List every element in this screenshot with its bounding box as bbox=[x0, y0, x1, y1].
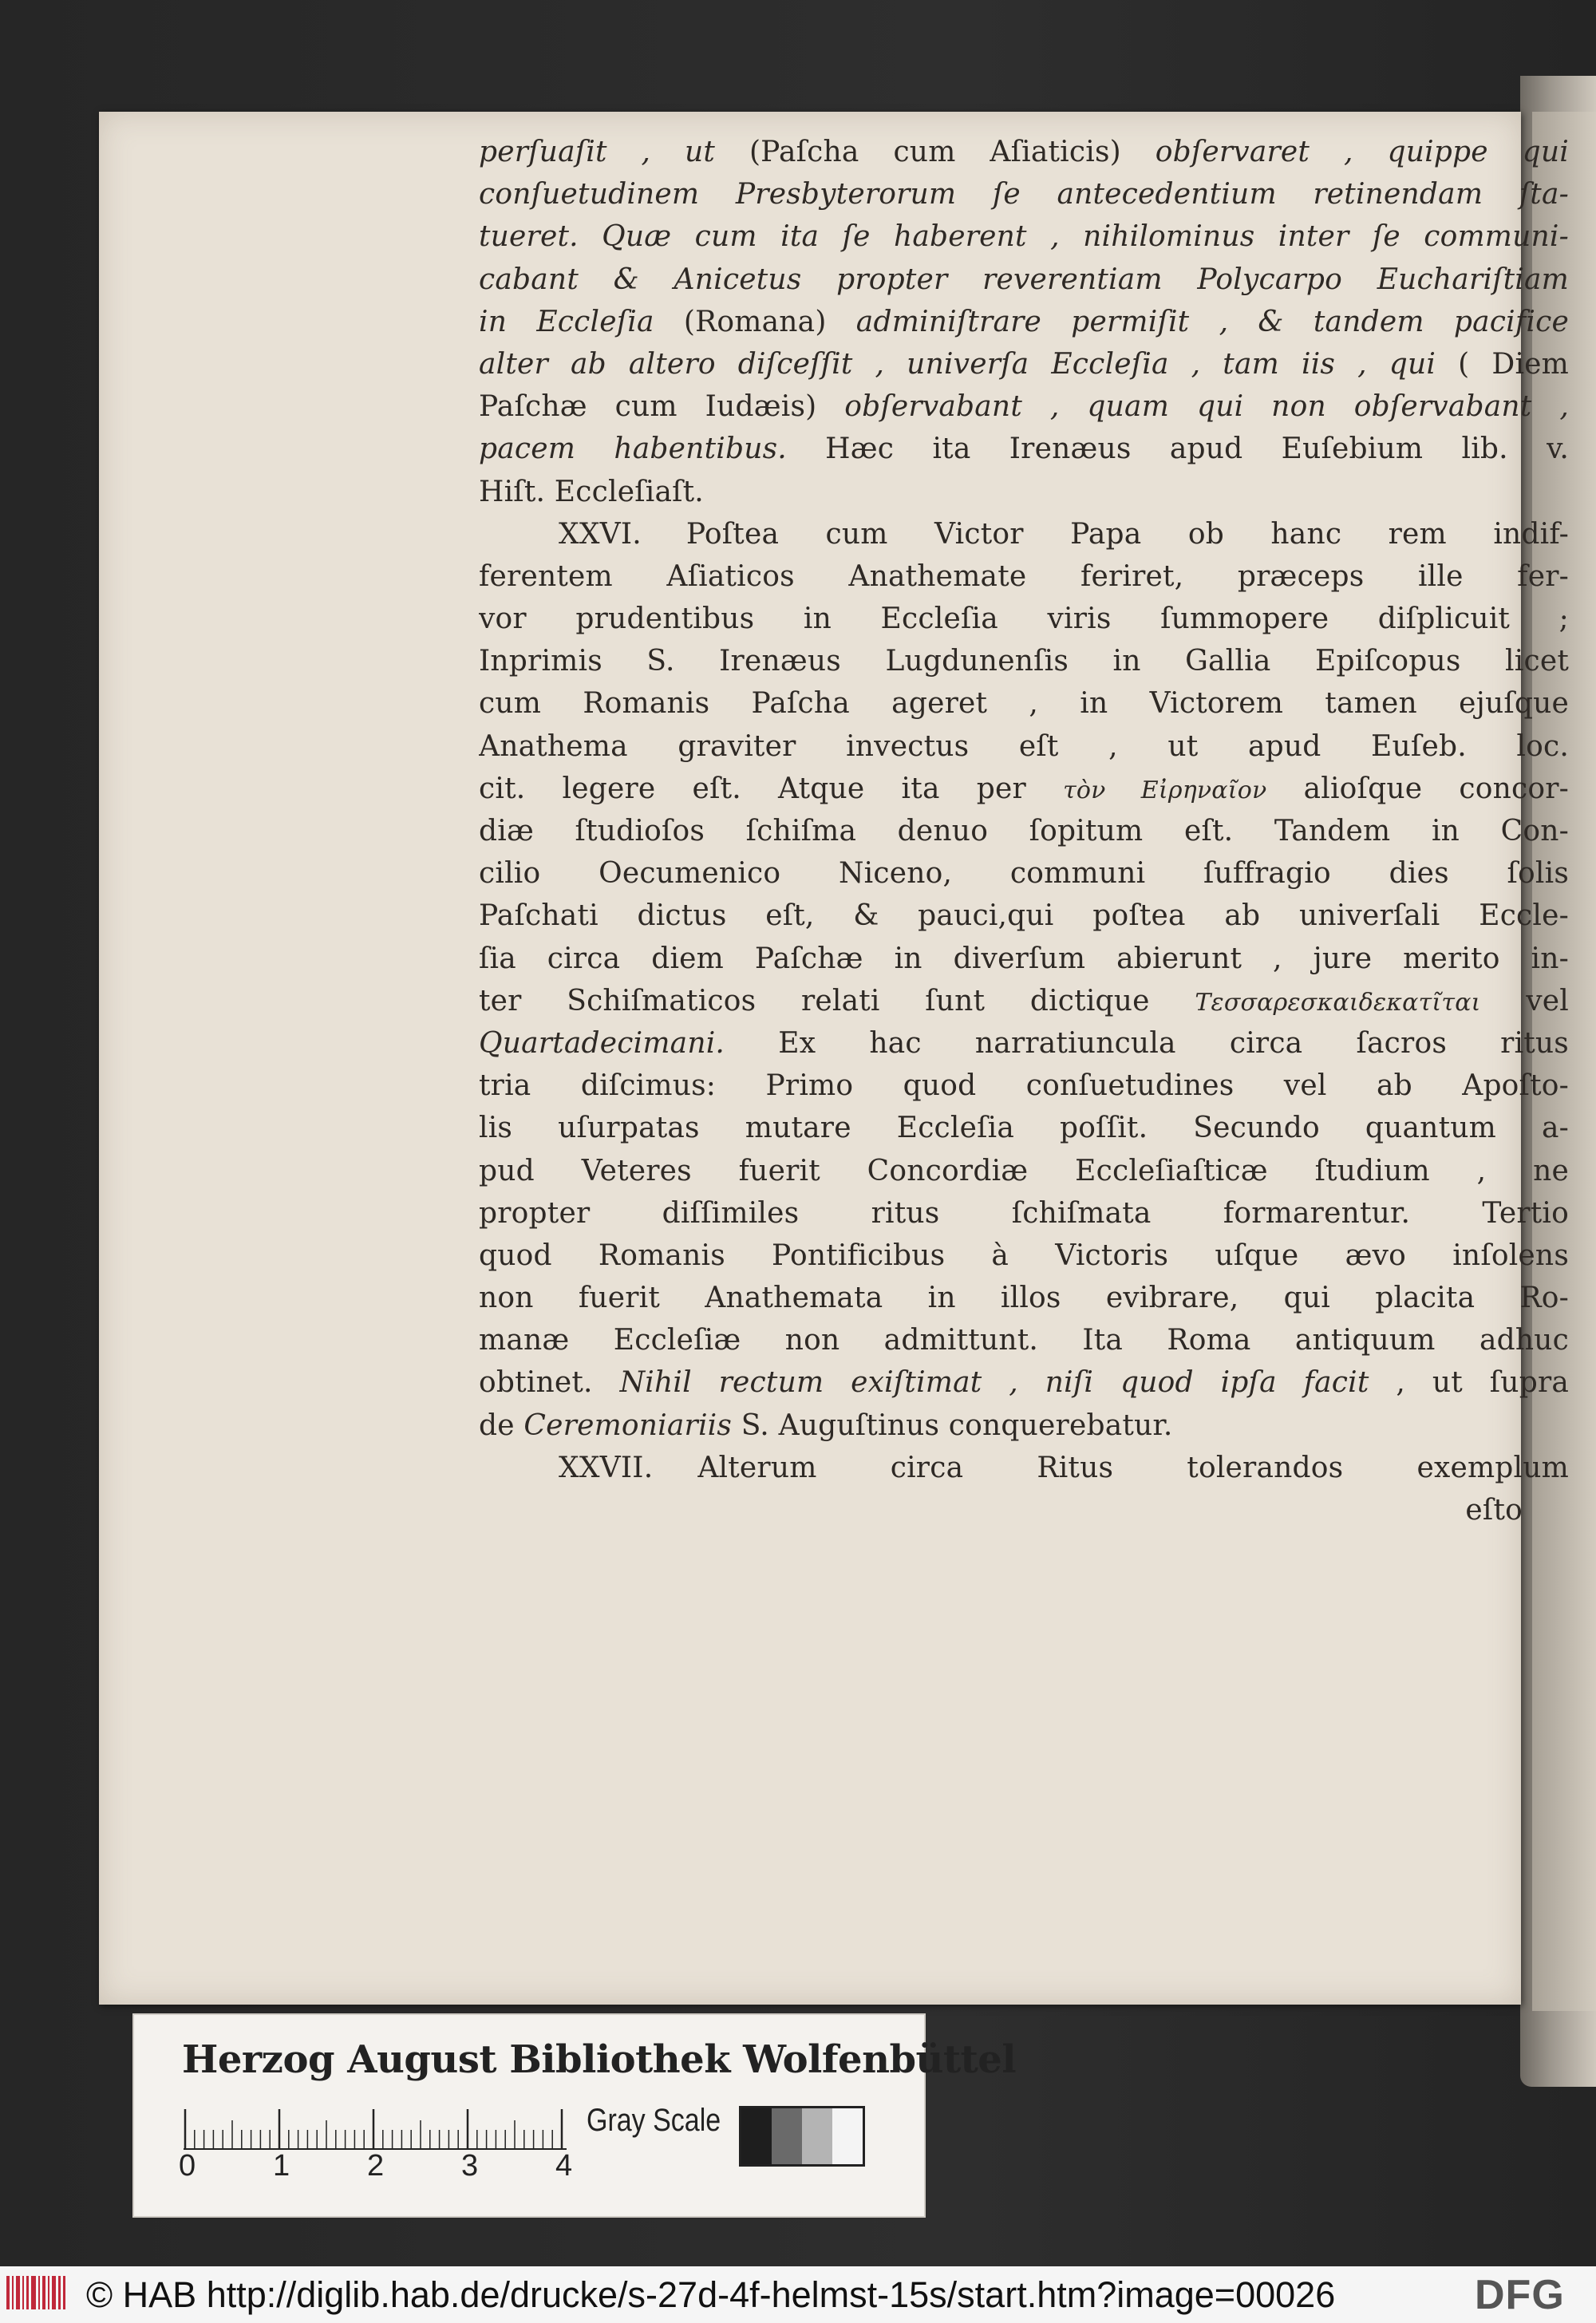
text-line bbox=[479, 852, 1569, 895]
text-line bbox=[479, 1107, 1569, 1149]
text-line bbox=[479, 173, 1569, 215]
roman-text: (Paſcha cum Aſiaticis) bbox=[749, 136, 1121, 168]
text-line bbox=[479, 1022, 1569, 1065]
swatch-light-gray bbox=[802, 2108, 832, 2164]
roman-text: ſia circa diem Paſchæ in diverſum abierunt , jure merito in- bbox=[479, 942, 1569, 975]
text-line bbox=[479, 259, 1569, 301]
text-line bbox=[479, 682, 1569, 725]
italic-text: perſuaſit , ut bbox=[479, 136, 749, 168]
hab-barcode-icon bbox=[5, 2271, 67, 2314]
swatch-black bbox=[741, 2108, 772, 2164]
roman-text: Inprimis S. Irenæus Lugdunenſis in Gallia Epiſcopus licet bbox=[479, 645, 1569, 678]
roman-text: Hæc ita Irenæus apud Euſebium lib. v. bbox=[786, 433, 1569, 466]
text-line bbox=[479, 1277, 1569, 1319]
roman-text: manæ Eccleſiæ non admittunt. Ita Roma antiquum adhuc bbox=[479, 1324, 1569, 1357]
text-line bbox=[479, 215, 1569, 258]
text-line bbox=[479, 1447, 1569, 1489]
institution-name: Herzog August Bibliothek Wolfenbüttel bbox=[182, 2037, 1017, 2082]
footer-bar bbox=[0, 2266, 1596, 2323]
text-line bbox=[479, 1404, 1569, 1447]
roman-text: S. Auguſtinus conquerebatur. bbox=[732, 1408, 1173, 1442]
roman-text: alioſque concor- bbox=[1266, 772, 1569, 805]
italic-text: obſervabant , quam qui non obſervabant , bbox=[816, 390, 1569, 424]
ruler-label: 0 bbox=[179, 2149, 196, 2183]
text-line bbox=[479, 768, 1569, 810]
text-line bbox=[479, 1319, 1569, 1361]
text-line bbox=[479, 640, 1569, 682]
measurement-ruler bbox=[184, 2108, 651, 2151]
footer-link[interactable]: © HAB http://diglib.hab.de/drucke/s-27d-4f-helmst-15s/start.htm?image=00026 bbox=[86, 2274, 1336, 2315]
roman-text: obtinet. bbox=[479, 1366, 620, 1400]
text-line bbox=[479, 1150, 1569, 1192]
italic-text: adminiſtrare permiſit , & tandem pacifice bbox=[826, 305, 1569, 338]
roman-text: ( Diem bbox=[1458, 347, 1569, 381]
text-line bbox=[479, 1235, 1569, 1277]
roman-text: (Romana) bbox=[683, 305, 827, 338]
ruler-label: 3 bbox=[461, 2149, 479, 2183]
greek-text: τὸν Εἰρηναῖον bbox=[1063, 776, 1267, 804]
roman-text: ferentem Aſiaticos Anathemate feriret, præceps ille fer- bbox=[479, 559, 1569, 593]
roman-text: Paſchati dictus eſt, & pauci,qui poſtea ab univerſali Eccle- bbox=[479, 899, 1569, 933]
roman-text: eſto bbox=[1465, 1494, 1523, 1527]
italic-text: Quartadecimani. bbox=[479, 1026, 725, 1060]
color-target-card bbox=[132, 2013, 1017, 2218]
text-line bbox=[479, 1065, 1569, 1107]
ruler-label: 4 bbox=[555, 2149, 573, 2183]
text-line bbox=[479, 1489, 1569, 1531]
ruler-label: 1 bbox=[273, 2149, 290, 2183]
roman-text: propter diſſimiles ritus ſchiſmata formarentur. Tertio bbox=[479, 1196, 1569, 1230]
roman-text: vel bbox=[1480, 984, 1569, 1017]
greek-text: Τεσσαρεσκαιδεκατῖται bbox=[1195, 988, 1481, 1017]
roman-text: pud Veteres fuerit Concordiæ Eccleſiaſticæ ſtudium , ne bbox=[479, 1154, 1569, 1187]
roman-text: vor prudentibus in Eccleſia viris ſummopere diſplicuit ; bbox=[479, 602, 1569, 636]
roman-text: lis uſurpatas mutare Eccleſia poſſit. Secundo quantum a- bbox=[479, 1112, 1569, 1145]
book-page bbox=[99, 112, 1569, 2005]
text-line bbox=[479, 131, 1569, 173]
text-line bbox=[479, 938, 1569, 980]
italic-text: Ceremoniariis bbox=[523, 1408, 733, 1442]
roman-text: tria diſcimus: Primo quod conſuetudines vel ab Apoſto- bbox=[479, 1069, 1569, 1103]
text-line bbox=[479, 725, 1569, 768]
roman-text: , ut ſupra bbox=[1369, 1366, 1569, 1400]
italic-text: obſervaret , quippe qui bbox=[1120, 136, 1569, 168]
ruler-label: 2 bbox=[367, 2149, 385, 2183]
roman-text: Poſtea cum Victor Papa ob hanc rem indif- bbox=[685, 517, 1569, 551]
roman-text: Hiſt. Eccleſiaſt. bbox=[479, 475, 704, 508]
roman-text: non fuerit Anathemata in illos evibrare, qui placita Ro- bbox=[479, 1282, 1569, 1315]
section-number: XXVII. bbox=[559, 1451, 654, 1484]
roman-text: Ex hac narratiuncula circa ſacros ritus bbox=[725, 1026, 1569, 1060]
roman-text: Alterum circa Ritus tolerandos exemplum bbox=[697, 1451, 1569, 1484]
text-line bbox=[479, 810, 1569, 852]
italic-text: tueret. Quæ cum ita ſe haberent , nihilominus inter ſe communi- bbox=[479, 220, 1569, 254]
swatch-white bbox=[832, 2108, 863, 2164]
roman-text: cum Romanis Paſcha ageret , in Victorem tamen ejuſque bbox=[479, 687, 1569, 721]
ruler-labels bbox=[179, 2149, 674, 2189]
roman-text: ter Schiſmaticos relati ſunt dictique bbox=[479, 984, 1195, 1017]
grayscale-swatches bbox=[739, 2106, 865, 2167]
swatch-dark-gray bbox=[772, 2108, 802, 2164]
italic-text: alter ab altero diſceſſit , univerſa Eccleſia , tam iis , qui bbox=[479, 347, 1459, 381]
page-text-block bbox=[479, 131, 1569, 1583]
text-line bbox=[479, 895, 1569, 937]
roman-text: Anathema graviter invectus eſt , ut apud Euſeb. loc. bbox=[479, 729, 1569, 763]
italic-text: pacem habentibus. bbox=[479, 433, 787, 466]
text-line bbox=[479, 980, 1569, 1022]
text-line bbox=[479, 385, 1569, 428]
text-line bbox=[479, 428, 1569, 470]
italic-text: cabant & Anicetus propter reverentiam Polycarpo Euchariſtiam bbox=[479, 263, 1569, 296]
text-line bbox=[479, 555, 1569, 598]
section-number: XXVI. bbox=[559, 517, 642, 551]
grayscale-label: Gray Scale bbox=[587, 2103, 721, 2138]
text-line bbox=[479, 513, 1569, 555]
italic-text: Nihil rectum exiſtimat , niſi quod ipſa facit bbox=[619, 1366, 1369, 1400]
text-line bbox=[479, 471, 1569, 513]
roman-text: cilio Oecumenico Niceno, communi ſuffragio dies ſolis bbox=[479, 857, 1569, 891]
dfg-logo: DFG bbox=[1475, 2272, 1565, 2318]
text-line bbox=[479, 1192, 1569, 1235]
roman-text: cit. legere eſt. Atque ita per bbox=[479, 772, 1064, 805]
roman-text: diæ ſtudioſos ſchiſma denuo ſopitum eſt. Tandem in Con- bbox=[479, 815, 1569, 847]
roman-text: Paſchæ cum Iudæis) bbox=[479, 390, 817, 424]
text-line bbox=[479, 1361, 1569, 1404]
text-line bbox=[479, 301, 1569, 343]
roman-text: quod Romanis Pontificibus à Victoris uſque ævo inſolens bbox=[479, 1239, 1569, 1272]
text-line bbox=[479, 343, 1569, 385]
italic-text: in Eccleſia bbox=[479, 305, 684, 338]
roman-text: de bbox=[479, 1408, 524, 1442]
text-line bbox=[479, 598, 1569, 640]
italic-text: conſuetudinem Presbyterorum ſe antecedentium retinendam ſta- bbox=[479, 178, 1569, 211]
